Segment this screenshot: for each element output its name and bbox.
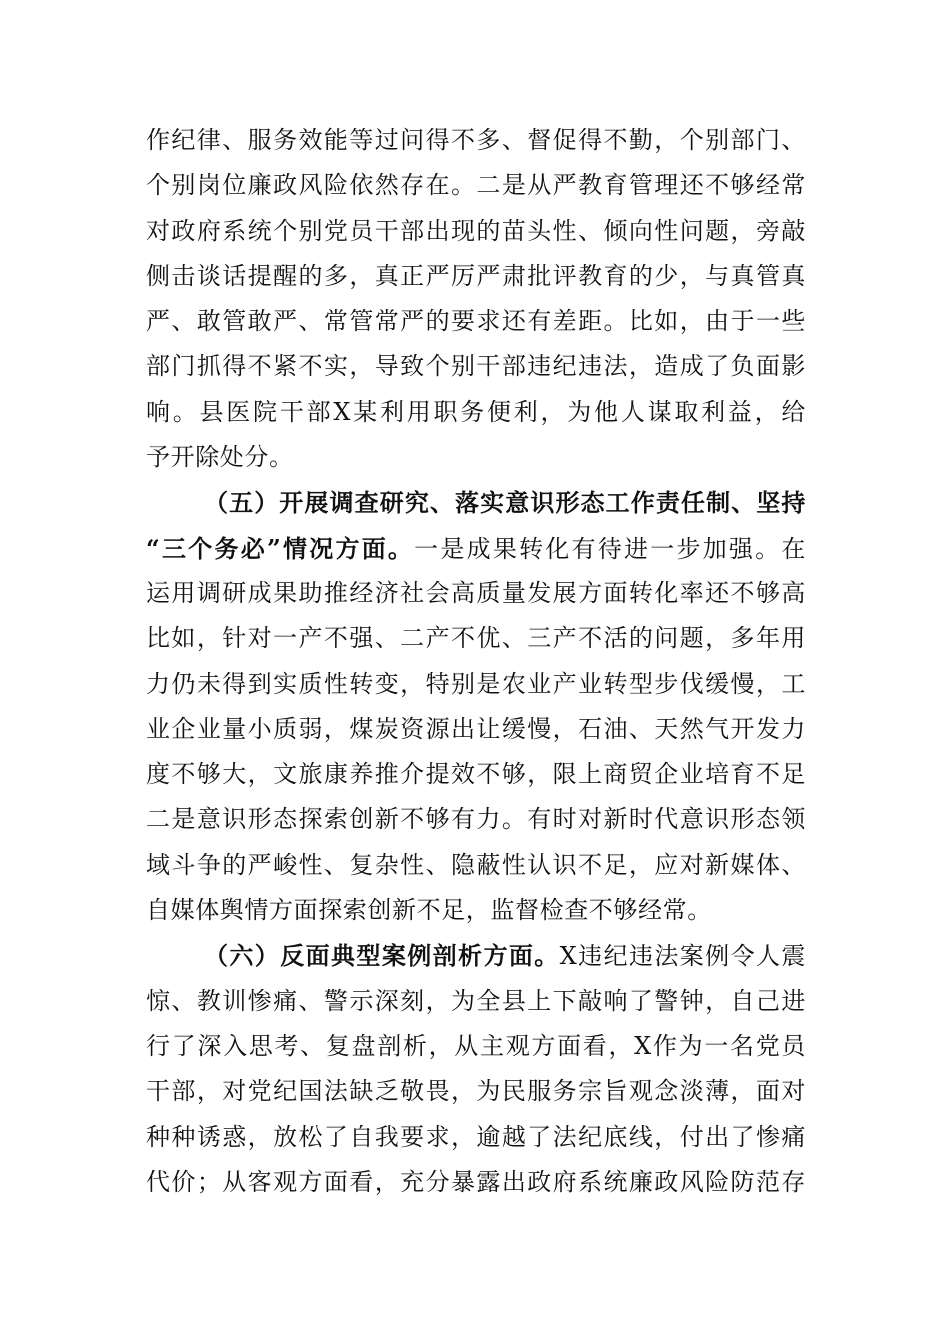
section-heading-6: （六）反面典型案例剖析方面。 — [204, 941, 560, 971]
text-line: 侧击谈话提醒的多，真正严厉严肃批评教育的少，与真管真 — [146, 261, 806, 290]
text-line: 域斗争的严峻性、复杂性、隐蔽性认识不足，应对新媒体、 — [146, 850, 806, 879]
paragraph-section-5 — [146, 480, 806, 933]
section-heading-5: （五）开展调查研究、落实意识形态工作责任制、坚持 — [204, 488, 806, 518]
paragraph-continuation — [146, 118, 806, 480]
document-body — [146, 118, 806, 1205]
text-line: 予开除处分。 — [146, 443, 294, 472]
text-line: 作纪律、服务效能等过问得不多、督促得不勤，个别部门、 — [146, 126, 806, 154]
text-span: 一是成果转化有待进一步加强。在 — [414, 534, 806, 563]
text-line: 度不够大，文旅康养推介提效不够，限上商贸企业培育不足 — [146, 760, 806, 789]
text-line: 种种诱惑，放松了自我要求，逾越了法纪底线，付出了惨痛 — [146, 1122, 806, 1151]
text-line: 响。县医院干部X某利用职务便利，为他人谋取利益，给 — [146, 397, 806, 426]
text-line: 对政府系统个别党员干部出现的苗头性、倾向性问题，旁敲 — [146, 216, 806, 245]
text-line: 个别岗位廉政风险依然存在。二是从严教育管理还不够经常 — [146, 171, 806, 200]
text-span: X违纪违法案例令人震 — [559, 942, 806, 971]
text-line: 二是意识形态探索创新不够有力。有时对新时代意识形态领 — [146, 805, 806, 834]
text-line: 惊、教训惨痛、警示深刻，为全县上下敲响了警钟，自己进 — [146, 986, 806, 1015]
text-line: 自媒体舆情方面探索创新不足，监督检查不够经常。 — [146, 896, 712, 925]
text-line: 运用调研成果助推经济社会高质量发展方面转化率还不够高 — [146, 578, 806, 607]
text-line: 严、敢管敢严、常管常严的要求还有差距。比如，由于一些 — [146, 307, 806, 336]
text-line: 代价；从客观方面看，充分暴露出政府系统廉政风险防范存 — [146, 1167, 806, 1196]
section-heading-5-end: “三个务必”情况方面。 — [146, 533, 415, 563]
text-line: 行了深入思考、复盘剖析，从主观方面看，X作为一名党员 — [146, 1031, 806, 1060]
text-line: 部门抓得不紧不实，导致个别干部违纪违法，造成了负面影 — [146, 352, 806, 381]
text-line: 干部，对党纪国法缺乏敬畏，为民服务宗旨观念淡薄，面对 — [146, 1077, 806, 1106]
text-line: 比如，针对一产不强、二产不优、三产不活的问题，多年用 — [146, 624, 806, 653]
text-line: 力仍未得到实质性转变，特别是农业产业转型步伐缓慢，工 — [146, 669, 806, 698]
text-line — [146, 526, 806, 571]
paragraph-section-6 — [146, 933, 806, 1205]
text-line — [146, 933, 806, 978]
text-line: 业企业量小质弱，煤炭资源出让缓慢，石油、天然气开发力 — [146, 714, 806, 743]
